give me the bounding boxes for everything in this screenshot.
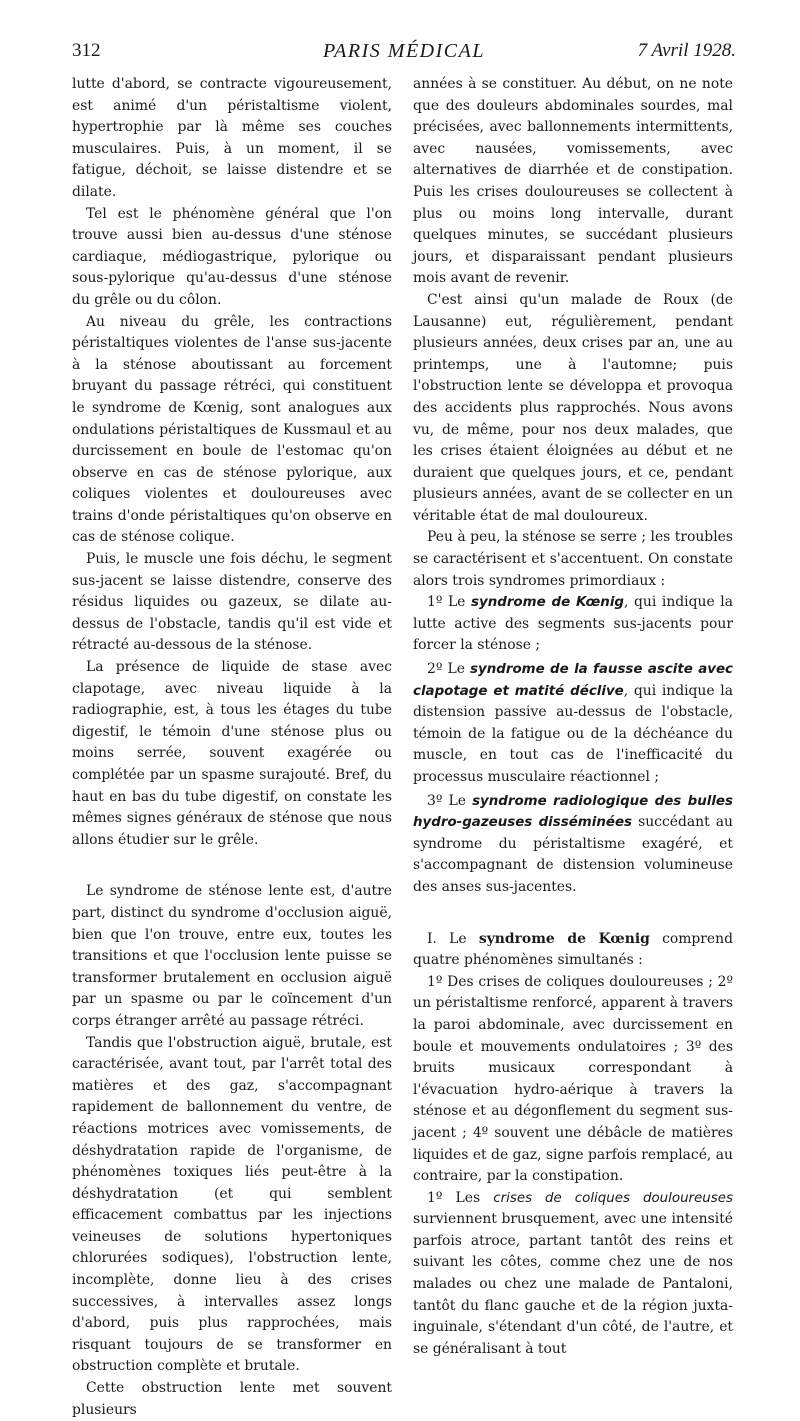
emphasis-term: syndrome de la fausse ascite avec clapotage et matité déclive [413,662,733,699]
paragraph: lutte d'abord, se contracte vigoureusement, est animé d'un péristaltisme violent, hypertrophie par là même ses couches musculaires. Puis, à un moment, il se fatigue, déchoit, se laisse distendre et se dilate. [72,76,392,200]
list-item [413,791,733,899]
paragraph: C'est ainsi qu'un malade de Roux (de Lausanne) eut, régulièrement, pendant plusieurs années, deux crises par an, une au printemps, une à l'automne; puis l'obstruction lente se développa et provoqua des accidents plus rapprochés. Nous avons vu, de même, pour nos deux malades, que les crises étaient éloignées au début et ne duraient que quelques jours, et ce, pendant plusieurs années, avant de se collecter en un véritable état de mal douloureux. [413,291,733,524]
running-header [72,40,736,66]
section-number: I. Le [427,930,479,947]
list-text: , qui indique la distension passive au-dessus de l'obstacle, témoin de la fatigue ou de la déchéance du muscle, en tout cas de l'inefficacité du processus musculaire réactionnel ; [413,682,733,785]
paragraph: Tandis que l'obstruction aiguë, brutale, est caractérisée, avant tout, par l'arrêt total des matières et des gaz, s'accompagnant rapidement de ballonnement du ventre, de réactions motrices avec vomissements, de déshydratation rapide de l'organisme, de phénomènes toxiques liés peut-être à la déshydratation (et qui semblent efficacement combattus par les injections veineuses de solutions hypertoniques chlorurées sodiques), l'obstruction lente, incomplète, donne lieu à des crises successives, à intervalles assez longs d'abord, puis plus rapprochées, mais risquant toujours de se transformer en obstruction complète et brutale. [72,1034,392,1375]
list-item [413,592,733,657]
paragraph: Tel est le phénomène général que l'on trouve aussi bien au-dessus d'une sténose cardiaque, médiogastrique, pylorique ou sous-pylorique qu'au-dessus d'une sténose du grêle ou du côlon. [72,205,392,308]
emphasis-term: syndrome radiologique des bulles hydro-gazeuses disséminées [413,793,733,831]
paragraph: Puis, le muscle une fois déchu, le segment sus-jacent se laisse distendre, conserve des résidus liquides ou gazeux, se dilate au-dessus de l'obstacle, tandis qu'il est vide et rétracté au-dessous de la sténose. [72,551,392,654]
section-heading-paragraph [413,929,733,972]
section-term: syndrome de Kœnig [478,930,650,947]
journal-title: PARIS MÉDICAL [323,40,485,62]
right-column [413,74,733,1360]
list-number: 3º Le [427,792,473,809]
issue-date: 7 Avril 1928. [637,40,736,61]
list-number: 1º Le [427,594,471,611]
paragraph: Au niveau du grêle, les contractions péristaltiques violentes de l'anse sus-jacente à la sténose aboutissant au forcement bruyant du passage rétréci, qui constituent le syndrome de Kœnig, sont analogues aux ondulations péristaltiques de Kussmaul et au durcissement en boule de l'estomac qu'on observe en cas de sténose pylorique, aux coliques violentes et douloureuses avec trains d'onde péristaltiques qu'on observe en cas de sténose colique. [72,313,392,546]
list-text: , qui indique la lutte active des segments sus-jacents pour forcer la sténose ; [413,594,733,654]
list-text: succédant au syndrome du péristaltisme exagéré, et s'accompagnant de distension volumineuse des anses sus-jacentes. [413,814,733,895]
page-number: 312 [72,40,101,61]
paragraph-text: surviennent brusquement, avec une intensité parfois atroce, partant tantôt des reins et suivant les côtes, comme chez une de nos malades ou chez une malade de Pantaloni, tantôt du flanc gauche et de la région juxta-inguinale, s'étendant d'un côté, de l'autre, et se généralisant à tout [413,1211,733,1357]
paragraph: 1º Des crises de coliques douloureuses ; 2º un péristaltisme renforcé, apparent à travers la paroi abdominale, avec durcissement en boule et mouvements ondulatoires ; 3º des bruits musicaux correspondant à l'évacuation hydro-aérique à travers la sténose et au dégonflement du segment sus-jacent ; 4º souvent une débâcle de matières liquides et de gaz, signe parfois remplacé, au contraire, par la constipation. [413,973,733,1185]
list-item [413,659,733,789]
emphasis-term: crises de coliques douloureuses [493,1190,733,1206]
paragraph: Le syndrome de sténose lente est, d'autre part, distinct du syndrome d'occlusion aiguë, bien que l'on trouve, entre eux, toutes les transitions et que l'occlusion lente puisse se transformer brutalement en occlusion aiguë par un spasme ou par le coïncement d'un corps étranger arrêté au passage rétréci. [72,883,392,1029]
paragraph: Peu à peu, la sténose se serre ; les troubles se caractérisent et s'accentuent. On constate alors trois syndromes primordiaux : [413,529,733,589]
paragraph: années à se constituer. Au début, on ne note que des douleurs abdominales sourdes, mal précisées, avec ballonnements intermittents, avec nausées, vomissements, avec alternatives de diarrhée et de constipation. Puis les crises douloureuses se collectent à plus ou moins long intervalle, durant quelques minutes, se succédant plusieurs jours, et disparaissant pendant plusieurs mois avant de revenir. [413,76,733,287]
section-text: comprend quatre phénomènes simultanés : [413,930,733,969]
paragraph: La présence de liquide de stase avec clapotage, avec niveau liquide à la radiographie, est, à tous les étages du tube digestif, le témoin d'une sténose plus ou moins serrée, souvent exagérée ou complétée par un spasme surajouté. Bref, du haut en bas du tube digestif, on constate les mêmes signes généraux de sténose que nous allons étudier sur le grêle. [72,659,392,848]
emphasis-term: syndrome de Kœnig [471,595,625,611]
paragraph [413,1188,733,1361]
paragraph: Cette obstruction lente met souvent plusieurs [72,1380,392,1418]
list-number: 1º Les [427,1189,494,1206]
list-number: 2º Le [427,661,471,678]
left-column [72,74,392,1421]
